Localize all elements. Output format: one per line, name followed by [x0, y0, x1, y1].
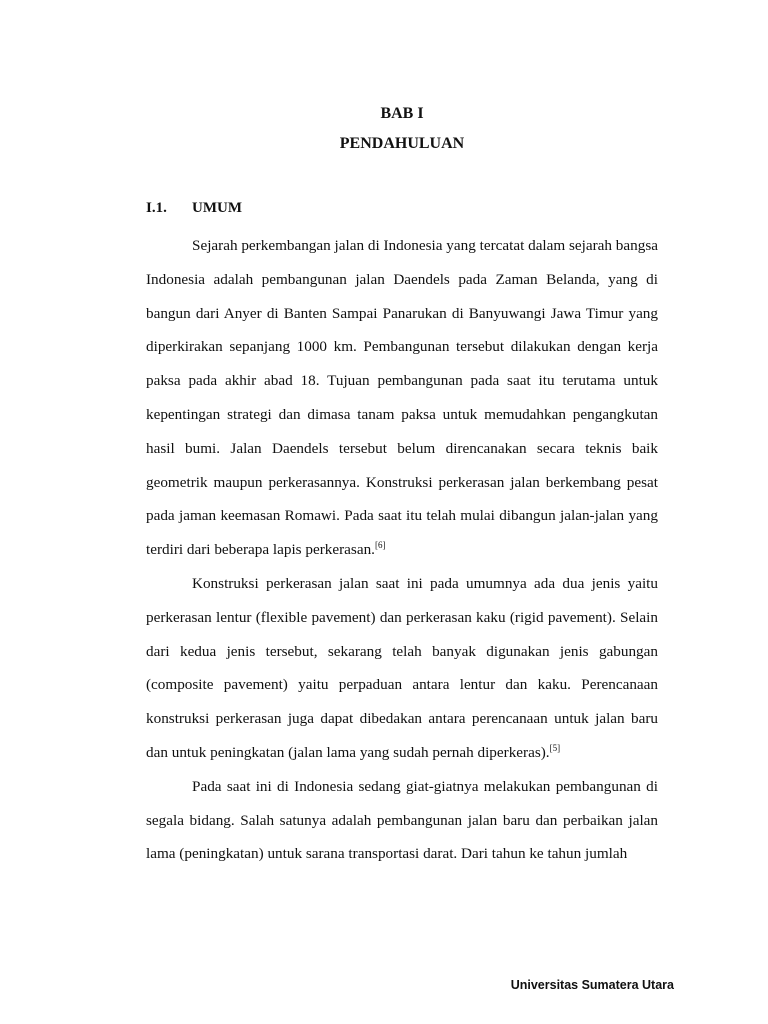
citation: [6]: [374, 540, 386, 551]
paragraph: [146, 770, 658, 871]
paragraph: [146, 229, 658, 567]
paragraph-text: Sejarah perkembangan jalan di Indonesia yang tercatat dalam sejarah bangsa Indonesia adalah pembangunan jalan Daendels pada Zaman Belanda, yang di bangun dari Anyer di Banten Sampai Panarukan di Banyuwangi Jawa Timur yang diperkirakan sepanjang 1000 km. Pembangunan tersebut dilakukan dengan kerja paksa pada akhir abad 18. Tujuan pembangunan pada saat itu terutama untuk kepentingan strategi dan dimasa tanam paksa untuk memudahkan pengangkutan hasil bumi. Jalan Daendels tersebut belum direncanakan secara teknis baik geometrik maupun perkerasannya. Konstruksi perkerasan jalan berkembang pesat pada jaman keemasan Romawi. Pada saat itu telah mulai dibangun jalan-jalan yang terdiri dari beberapa lapis perkerasan.: [146, 237, 658, 559]
paragraph-text: Pada saat ini di Indonesia sedang giat-giatnya melakukan pembangunan di segala bidang. Salah satunya adalah pembangunan jalan baru dan perbaikan jalan lama (peningkatan) untuk sarana transportasi darat. Dari tahun ke tahun jumlah: [146, 777, 658, 863]
chapter-title: PENDAHULUAN: [339, 135, 465, 152]
paragraph-text: Konstruksi perkerasan jalan saat ini pada umumnya ada dua jenis yaitu perkerasan lentur (flexible pavement) dan perkerasan kaku (rigid pavement). Selain dari kedua jenis tersebut, sekarang telah banyak digunakan jenis gabungan (composite pavement) yaitu perpaduan antara lentur dan kaku. Perencanaan konstruksi perkerasan juga dapat dibedakan antara perencanaan untuk jalan baru dan untuk peningkatan (jalan lama yang sudah pernah diperkeras).: [146, 574, 658, 761]
section-heading: [146, 200, 242, 217]
body-text: [146, 229, 658, 871]
chapter-number: BAB I: [380, 105, 424, 122]
section-title: UMUM: [192, 200, 242, 216]
paragraph: [146, 567, 658, 770]
citation: [5]: [549, 742, 561, 753]
section-number: I.1.: [146, 200, 167, 216]
footer-institution: Universitas Sumatera Utara: [510, 978, 674, 992]
